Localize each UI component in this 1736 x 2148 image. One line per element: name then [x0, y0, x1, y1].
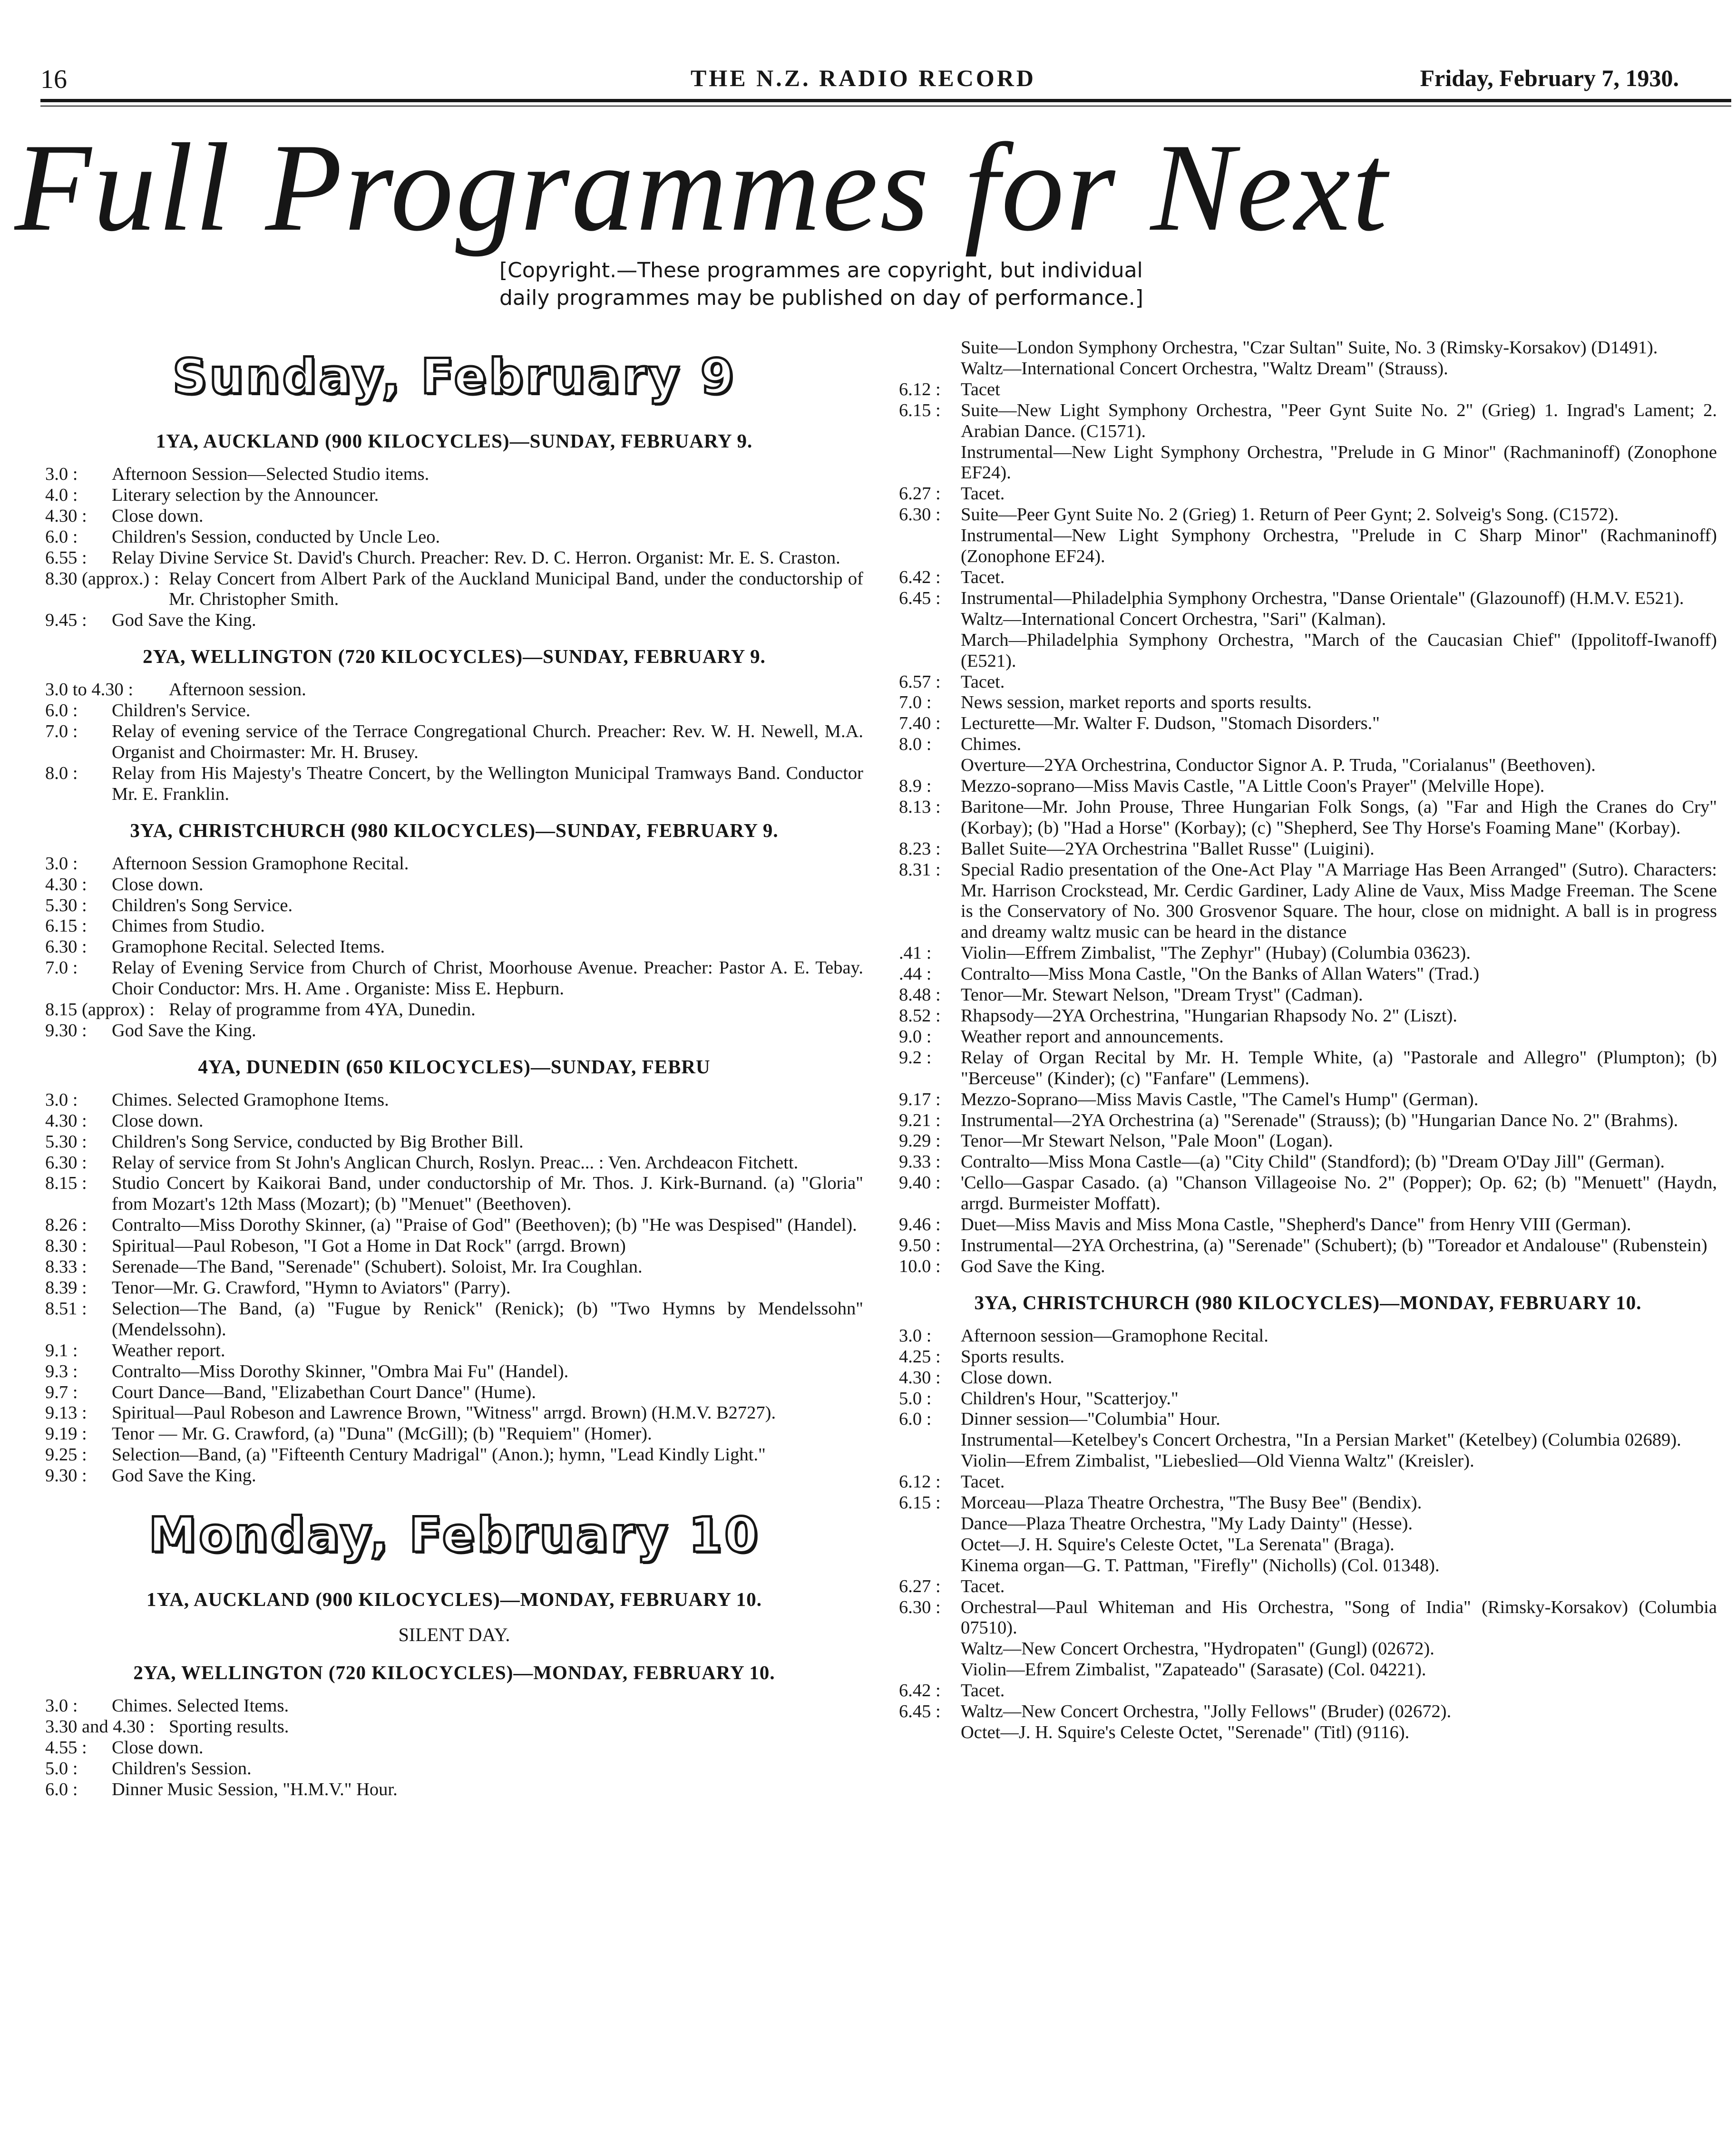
entry-description: Contralto—Miss Dorothy Skinner, "Ombra Mai Fu" (Handel).	[112, 1361, 569, 1381]
entry-description: Afternoon session.	[169, 680, 306, 700]
entry-description: Close down.	[112, 874, 204, 894]
programme-entry	[45, 1779, 863, 1800]
programme-entry	[899, 505, 1717, 525]
programme-entry	[45, 569, 863, 611]
entry-time: 8.48 :	[899, 985, 941, 1005]
entry-description: Suite—New Light Symphony Orchestra, "Peer Gynt Suite No. 2" (Grieg) 1. Ingrad's Lament; 2. Arabian Dance. (C1571).	[961, 400, 1717, 441]
programme-list	[45, 1696, 863, 1800]
entry-description: Spiritual—Paul Robeson, "I Got a Home in Dat Rock" (arrgd. Brown)	[112, 1236, 626, 1256]
programme-entry	[899, 484, 1717, 505]
programme-sub-entry: Violin—Efrem Zimbalist, "Zapateado" (Sarasate) (Col. 04221).	[961, 1660, 1426, 1680]
programme-entry	[899, 1027, 1717, 1048]
entry-description: Afternoon session—Gramophone Recital.	[961, 1325, 1268, 1346]
entry-time: 6.0 :	[899, 1409, 932, 1429]
entry-description: Lecturette—Mr. Walter F. Dudson, "Stomach Disorders."	[961, 713, 1380, 734]
programme-entry	[45, 763, 863, 805]
station-heading: 2YA, WELLINGTON (720 KILOCYCLES)—SUNDAY, FEBRUARY 9.	[143, 645, 766, 668]
entry-time: 6.12 :	[899, 1472, 941, 1492]
entry-time: 9.46 :	[899, 1215, 941, 1235]
programme-sub-entry: Waltz—International Concert Orchestra, "Sari" (Kalman).	[961, 609, 1386, 629]
entry-time: 6.57 :	[899, 671, 941, 692]
issue-date: Friday, February 7, 1930.	[1420, 65, 1679, 91]
programme-entry	[899, 400, 1717, 442]
entry-description: Baritone—Mr. John Prouse, Three Hungarian Folk Songs, (a) "Far and High the Cranes do Cry" (Korbay); (b) "Had a Horse" (Korbay); (c) "Shepherd, See Thy Horse's Foaming Mane" (Korbay).	[961, 797, 1717, 838]
programme-sub-entry: March—Philadelphia Symphony Orchestra, "March of the Caucasian Chief" (Ippolitoff-Iwanoff) (E521).	[961, 630, 1717, 671]
programme-entry	[899, 964, 1717, 985]
programme-list	[45, 464, 863, 631]
entry-time: 8.15 (approx) :	[45, 1000, 155, 1020]
entry-time: 5.0 :	[45, 1758, 78, 1779]
entry-description: Instrumental—Philadelphia Symphony Orchestra, "Danse Orientale" (Glazounoff) (H.M.V. E521).	[961, 588, 1684, 608]
page-number: 16	[40, 65, 67, 94]
entry-description: Relay Concert from Albert Park of the Auckland Municipal Band, under the conductorship of Mr. Christopher Smith.	[169, 568, 863, 610]
programme-entry	[45, 610, 863, 631]
programme-entry	[899, 1089, 1717, 1110]
programme-sub-entry: Dance—Plaza Theatre Orchestra, "My Lady Dainty" (Hesse).	[961, 1513, 1413, 1534]
programme-entry	[899, 1006, 1717, 1027]
entry-description: Tacet.	[961, 484, 1005, 504]
entry-description: Children's Session, conducted by Uncle Leo.	[112, 526, 440, 547]
entry-description: Dinner session—"Columbia" Hour.	[961, 1409, 1220, 1429]
entry-description: Special Radio presentation of the One-Act Play "A Marriage Has Been Arranged" (Sutro). Characters: Mr. Harrison Crockstead, Mr. Cerdic Gardiner, Lady Aline de Vaux, Miss Madge Freeman. The Scene is the Conservatory of No. 300 Grosvenor Square. The hour, close on midnight. A ball is in progress and dreamy waltz music can be heard in the distance	[961, 859, 1717, 943]
entry-description: Waltz—New Concert Orchestra, "Jolly Fellows" (Bruder) (02672).	[961, 1701, 1452, 1722]
entry-time: 9.2 :	[899, 1047, 932, 1068]
entry-time: 8.31 :	[899, 859, 941, 880]
entry-description: Children's Song Service, conducted by Big Brother Bill.	[112, 1131, 524, 1152]
entry-time: 9.13 :	[45, 1403, 87, 1423]
programme-sub-entry: Octet—J. H. Squire's Celeste Octet, "Serenade" (Titl) (9116).	[961, 1722, 1410, 1742]
entry-description: Morceau—Plaza Theatre Orchestra, "The Busy Bee" (Bendix).	[961, 1493, 1422, 1513]
entry-description: News session, market reports and sports results.	[961, 692, 1312, 713]
entry-time: 6.27 :	[899, 1576, 941, 1596]
day-heading-monday: Monday, February 10	[148, 1507, 760, 1564]
entry-time: 9.40 :	[899, 1173, 941, 1193]
programme-entry	[45, 1000, 863, 1021]
page-header	[40, 62, 1686, 100]
programme-entry	[45, 1341, 863, 1361]
day-heading-sunday: Sunday, February 9	[172, 349, 736, 405]
entry-description: Contralto—Miss Mona Castle, "On the Banks of Allan Waters" (Trad.)	[961, 964, 1480, 984]
entry-time: 8.23 :	[899, 838, 941, 859]
programme-entry	[45, 958, 863, 1000]
entry-time: 9.1 :	[45, 1340, 78, 1361]
programme-list	[45, 1090, 863, 1487]
programme-entry	[45, 1278, 863, 1299]
entry-time: 6.12 :	[899, 379, 941, 399]
entry-time: 9.3 :	[45, 1361, 78, 1381]
programme-entry	[899, 1235, 1717, 1256]
entry-time: 3.0 :	[45, 1089, 78, 1110]
entry-description: Violin—Effrem Zimbalist, "The Zephyr" (Hubay) (Columbia 03623).	[961, 943, 1471, 963]
entry-time: 8.39 :	[45, 1278, 87, 1298]
entry-description: Tenor—Mr. Stewart Nelson, "Dream Tryst" (Cadman).	[961, 985, 1363, 1005]
entry-time: 4.55 :	[45, 1737, 87, 1758]
programme-entry	[45, 937, 863, 958]
entry-time: 6.15 :	[45, 916, 87, 936]
entry-description: Studio Concert by Kaikorai Band, under conductorship of Mr. Thos. J. Kirk-Burnand. (a) "Gloria" from Mozart's 12th Mass (Mozart); (b) "Menuet" (Beethoven).	[112, 1173, 863, 1215]
entry-description: God Save the King.	[112, 1020, 256, 1040]
programme-entry	[899, 1347, 1717, 1368]
programme-entry	[45, 1466, 863, 1487]
station-heading: 1YA, AUCKLAND (900 KILOCYCLES)—MONDAY, FEBRUARY 10.	[146, 1588, 762, 1611]
programme-entry	[45, 916, 863, 937]
entry-description: God Save the King.	[112, 610, 256, 631]
programme-entry	[45, 1696, 863, 1717]
silent-day-note: SILENT DAY.	[398, 1624, 510, 1646]
continued-entry: Waltz—International Concert Orchestra, "Waltz Dream" (Strauss).	[961, 358, 1448, 379]
programme-entry	[899, 1493, 1717, 1514]
entry-time: 9.29 :	[899, 1131, 941, 1151]
entry-description: Tacet.	[961, 1576, 1005, 1596]
entry-description: Dinner Music Session, "H.M.V." Hour.	[112, 1779, 398, 1799]
entry-description: Chimes.	[961, 734, 1022, 755]
programme-list	[45, 854, 863, 1041]
programme-entry	[899, 1409, 1717, 1430]
entry-description: Tenor—Mr Stewart Nelson, "Pale Moon" (Logan).	[961, 1131, 1333, 1151]
programme-entry	[899, 1472, 1717, 1493]
entry-description: Children's Service.	[112, 700, 251, 721]
entry-description: Relay Divine Service St. David's Church. Preacher: Rev. D. C. Herron. Organist: Mr. E. S. Craston.	[112, 547, 840, 568]
entry-time: 3.30 and 4.30 :	[45, 1716, 155, 1737]
entry-time: 8.33 :	[45, 1257, 87, 1277]
programme-entry	[899, 1389, 1717, 1409]
entry-time: 4.0 :	[45, 485, 78, 505]
programme-entry	[899, 672, 1717, 693]
entry-time: 8.30 (approx.) :	[45, 568, 159, 589]
programme-entry	[899, 692, 1717, 713]
programme-sub-entry: Overture—2YA Orchestrina, Conductor Signor A. P. Truda, "Corialanus" (Beethoven).	[961, 755, 1596, 776]
entry-description: Orchestral—Paul Whiteman and His Orchestra, "Song of India" (Rimsky-Korsakov) (Columbia 07510).	[961, 1597, 1717, 1638]
programme-entry	[45, 1236, 863, 1257]
entry-time: 8.26 :	[45, 1215, 87, 1235]
programme-entry	[899, 1110, 1717, 1131]
entry-description: Afternoon Session Gramophone Recital.	[112, 853, 409, 874]
entry-time: 6.42 :	[899, 1681, 941, 1701]
programme-entry	[899, 1256, 1717, 1277]
programme-entry	[45, 1257, 863, 1278]
entry-time: 6.30 :	[899, 505, 941, 525]
programme-entry	[45, 721, 863, 763]
entry-time: 3.0 :	[45, 1696, 78, 1716]
programme-entry	[45, 1424, 863, 1445]
entry-time: 8.51 :	[45, 1298, 87, 1319]
entry-time: 6.0 :	[45, 1779, 78, 1799]
programme-entry	[899, 1681, 1717, 1701]
right-column	[899, 338, 1717, 1743]
station-heading: 3YA, CHRISTCHURCH (980 KILOCYCLES)—MONDAY, FEBRUARY 10.	[974, 1291, 1642, 1313]
programme-list	[45, 680, 863, 805]
entry-time: 8.0 :	[45, 763, 78, 783]
entry-time: .41 :	[899, 943, 932, 963]
entry-description: Instrumental—2YA Orchestrina (a) "Serenade" (Strauss); (b) "Hungarian Dance No. 2" (Brahms).	[961, 1110, 1678, 1130]
entry-description: Tenor—Mr. G. Crawford, "Hymn to Aviators" (Parry).	[112, 1278, 511, 1298]
copyright-notice	[499, 257, 1308, 312]
entry-time: 9.0 :	[899, 1026, 932, 1047]
entry-description: Afternoon Session—Selected Studio items.	[112, 464, 429, 484]
programme-entry	[45, 1759, 863, 1779]
entry-description: Serenade—The Band, "Serenade" (Schubert). Soloist, Mr. Ira Coughlan.	[112, 1257, 643, 1277]
entry-description: 'Cello—Gaspar Casado. (a) "Chanson Villageoise No. 2" (Popper); Op. 62; (b) "Menuett" (Haydn, arrgd. Burmeister Moffatt).	[961, 1173, 1717, 1214]
entry-description: Gramophone Recital. Selected Items.	[112, 937, 385, 957]
entry-time: 6.42 :	[899, 567, 941, 587]
entry-description: Suite—Peer Gynt Suite No. 2 (Grieg) 1. Return of Peer Gynt; 2. Solveig's Song. (C1572).	[961, 505, 1619, 525]
entry-description: God Save the King.	[112, 1466, 256, 1486]
entry-description: Relay of evening service of the Terrace Congregational Church. Preacher: Rev. W. H. Newell, M.A. Organist and Choirmaster: Mr. H. Brusey.	[112, 721, 863, 762]
station-heading: 2YA, WELLINGTON (720 KILOCYCLES)—MONDAY, FEBRUARY 10.	[133, 1662, 775, 1684]
programme-entry	[45, 464, 863, 485]
programme-entry	[899, 379, 1717, 400]
programme-entry	[45, 485, 863, 506]
entry-time: 6.45 :	[899, 1701, 941, 1722]
station-heading: 4YA, DUNEDIN (650 KILOCYCLES)—SUNDAY, FEBRU	[198, 1055, 711, 1078]
programme-entry	[45, 1382, 863, 1403]
entry-time: 3.0 :	[45, 464, 78, 484]
programme-entry	[45, 1403, 863, 1424]
entry-time: 8.0 :	[899, 734, 932, 755]
entry-description: Chimes. Selected Gramophone Items.	[112, 1089, 389, 1110]
entry-description: Sporting results.	[169, 1716, 289, 1737]
entry-time: 6.0 :	[45, 700, 78, 721]
entry-time: 9.50 :	[899, 1235, 941, 1255]
entry-description: Tacet.	[961, 567, 1005, 587]
entry-description: Instrumental—2YA Orchestrina, (a) "Serenade" (Schubert); (b) "Toreador et Andalouse" (Rubenstein)	[961, 1235, 1707, 1255]
programme-entry	[45, 1361, 863, 1382]
programme-entry	[899, 797, 1717, 839]
entry-description: Rhapsody—2YA Orchestrina, "Hungarian Rhapsody No. 2" (Liszt).	[961, 1006, 1458, 1026]
programme-entry	[899, 1131, 1717, 1152]
header-rule-thin	[40, 106, 1731, 107]
entry-time: 4.25 :	[899, 1346, 941, 1367]
entry-description: Duet—Miss Mavis and Miss Mona Castle, "Shepherd's Dance" from Henry VIII (German).	[961, 1215, 1631, 1235]
entry-description: Close down.	[112, 505, 204, 526]
programme-entry	[899, 588, 1717, 609]
programme-entry	[899, 1368, 1717, 1389]
entry-time: 7.40 :	[899, 713, 941, 734]
programme-entry	[45, 1173, 863, 1215]
programme-entry	[899, 839, 1717, 860]
entry-description: Relay of programme from 4YA, Dunedin.	[169, 1000, 476, 1020]
programme-entry	[899, 1152, 1717, 1173]
programme-entry	[45, 1021, 863, 1041]
entry-description: Relay of service from St John's Anglican Church, Roslyn. Preac... : Ven. Archdeacon Fitchett.	[112, 1152, 799, 1173]
left-column	[45, 328, 863, 1800]
entry-time: 6.45 :	[899, 588, 941, 608]
entry-description: Tacet	[961, 379, 1000, 399]
entry-description: Literary selection by the Announcer.	[112, 485, 379, 505]
entry-time: .44 :	[899, 964, 932, 984]
programme-entry	[45, 1132, 863, 1153]
entry-time: 4.30 :	[45, 505, 87, 526]
entry-time: 6.27 :	[899, 484, 941, 504]
entry-time: 6.30 :	[899, 1597, 941, 1617]
entry-time: 9.30 :	[45, 1466, 87, 1486]
entry-description: Spiritual—Paul Robeson and Lawrence Brown, "Witness" arrgd. Brown) (H.M.V. B2727).	[112, 1403, 776, 1423]
entry-description: Relay of Organ Recital by Mr. H. Temple White, (a) "Pastorale and Allegro" (Plumpton); (b) "Berceuse" (Kinder); (c) "Fanfare" (Lemmens).	[961, 1047, 1717, 1089]
entry-description: Mezzo-soprano—Miss Mavis Castle, "A Little Coon's Prayer" (Melville Hope).	[961, 776, 1545, 797]
entry-description: God Save the King.	[961, 1256, 1105, 1276]
entry-description: Selection—Band, (a) "Fifteenth Century Madrigal" (Anon.); hymn, "Lead Kindly Light."	[112, 1445, 766, 1465]
programme-entry	[899, 943, 1717, 964]
programme-entry	[45, 1717, 863, 1738]
entry-description: Weather report and announcements.	[961, 1026, 1224, 1047]
entry-time: 9.33 :	[899, 1152, 941, 1172]
entry-time: 5.30 :	[45, 895, 87, 915]
programme-sub-entry: Violin—Efrem Zimbalist, "Liebeslied—Old Vienna Waltz" (Kreisler).	[961, 1451, 1474, 1471]
entry-time: 8.30 :	[45, 1236, 87, 1256]
entry-time: 5.30 :	[45, 1131, 87, 1152]
entry-time: 9.7 :	[45, 1382, 78, 1402]
programme-entry	[899, 776, 1717, 797]
entry-description: Children's Session.	[112, 1758, 252, 1779]
entry-time: 6.30 :	[45, 1152, 87, 1173]
programme-entry	[899, 860, 1717, 943]
programme-entry	[45, 1299, 863, 1341]
programme-entry	[899, 567, 1717, 588]
programme-sub-entry: Instrumental—New Light Symphony Orchestra, "Prelude in G Minor" (Rachmaninoff) (Zonophone EF24).	[961, 442, 1717, 483]
programme-entry	[45, 548, 863, 569]
entry-time: 4.30 :	[45, 874, 87, 894]
entry-description: Children's Song Service.	[112, 895, 293, 915]
programme-entry	[45, 1445, 863, 1466]
entry-description: Court Dance—Band, "Elizabethan Court Dance" (Hume).	[112, 1382, 536, 1402]
programme-list	[899, 379, 1717, 1277]
entry-time: 6.0 :	[45, 526, 78, 547]
banner-headline: Full Programmes for Next	[14, 118, 1389, 257]
programme-entry	[45, 1153, 863, 1174]
entry-time: 3.0 :	[45, 853, 78, 874]
programme-entry	[45, 1090, 863, 1111]
entry-description: Children's Hour, "Scatterjoy."	[961, 1388, 1179, 1409]
entry-description: Tacet.	[961, 1681, 1005, 1701]
entry-description: Tacet.	[961, 1472, 1005, 1492]
programme-entry	[45, 875, 863, 895]
entry-time: 9.19 :	[45, 1424, 87, 1444]
copyright-line-2: daily programmes may be published on day of performance.]	[499, 286, 1143, 310]
header-rule	[40, 99, 1731, 102]
entry-description: Chimes. Selected Items.	[112, 1696, 289, 1716]
entry-time: 6.55 :	[45, 547, 87, 568]
programme-entry	[45, 700, 863, 721]
programme-entry	[899, 1048, 1717, 1089]
entry-time: 10.0 :	[899, 1256, 941, 1276]
entry-time: 6.30 :	[45, 937, 87, 957]
entry-time: 7.0 :	[45, 958, 78, 978]
entry-time: 9.17 :	[899, 1089, 941, 1109]
programme-entry	[899, 713, 1717, 734]
programme-entry	[45, 895, 863, 916]
programme-entry	[45, 1111, 863, 1132]
entry-time: 9.25 :	[45, 1445, 87, 1465]
programme-sub-entry: Kinema organ—G. T. Pattman, "Firefly" (Nicholls) (Col. 01348).	[961, 1555, 1440, 1575]
station-heading: 3YA, CHRISTCHURCH (980 KILOCYCLES)—SUNDAY, FEBRUARY 9.	[130, 819, 779, 841]
entry-description: Tenor — Mr. G. Crawford, (a) "Duna" (McGill); (b) "Requiem" (Homer).	[112, 1424, 652, 1444]
masthead: THE N.Z. RADIO RECORD	[691, 65, 1036, 91]
programme-entry	[45, 1215, 863, 1236]
programme-entry	[899, 1597, 1717, 1639]
entry-time: 8.9 :	[899, 776, 932, 797]
entry-description: Close down.	[112, 1737, 204, 1758]
programme-sub-entry: Waltz—New Concert Orchestra, "Hydropaten" (Gungl) (02672).	[961, 1639, 1434, 1659]
continued-entry: Suite—London Symphony Orchestra, "Czar Sultan" Suite, No. 3 (Rimsky-Korsakov) (D1491).	[961, 338, 1658, 358]
entry-time: 7.0 :	[899, 692, 932, 713]
entry-description: Contralto—Miss Mona Castle—(a) "City Child" (Standford); (b) "Dream O'Day Jill" (German).	[961, 1152, 1665, 1172]
entry-description: Close down.	[112, 1110, 204, 1131]
programme-entry	[899, 1576, 1717, 1597]
entry-time: 4.30 :	[45, 1110, 87, 1131]
programme-entry	[899, 1326, 1717, 1347]
entry-description: Relay from His Majesty's Theatre Concert, by the Wellington Municipal Tramways Band. Conductor Mr. E. Franklin.	[112, 763, 863, 804]
entry-time: 8.52 :	[899, 1006, 941, 1026]
programme-entry	[45, 854, 863, 875]
entry-description: Selection—The Band, (a) "Fugue by Renick" (Renick); (b) "Two Hymns by Mendelssohn" (Mendelssohn).	[112, 1298, 863, 1340]
programme-entry	[899, 1701, 1717, 1722]
programme-sub-entry: Octet—J. H. Squire's Celeste Octet, "La Serenata" (Braga).	[961, 1534, 1395, 1555]
entry-time: 3.0 to 4.30 :	[45, 680, 134, 700]
programme-entry	[899, 1173, 1717, 1215]
entry-description: Relay of Evening Service from Church of Christ, Moorhouse Avenue. Preacher: Pastor A. E. Tebay. Choir Conductor: Mrs. H. Ame . Organiste: Miss E. Hepburn.	[112, 958, 863, 999]
programme-entry	[45, 506, 863, 527]
programme-entry	[899, 1215, 1717, 1235]
entry-time: 8.13 :	[899, 797, 941, 817]
entry-time: 8.15 :	[45, 1173, 87, 1194]
programme-sub-entry: Instrumental—New Light Symphony Orchestra, "Prelude in C Sharp Minor" (Rachmaninoff) (Zonophone EF24).	[961, 525, 1717, 567]
entry-description: Chimes from Studio.	[112, 916, 265, 936]
entry-time: 6.15 :	[899, 1493, 941, 1513]
programme-entry	[45, 527, 863, 548]
programme-list	[899, 1326, 1717, 1743]
entry-description: Weather report.	[112, 1340, 225, 1361]
entry-time: 9.45 :	[45, 610, 87, 631]
copyright-line-1: [Copyright.—These programmes are copyright, but individual	[499, 258, 1143, 282]
programme-entry	[45, 680, 863, 700]
entry-description: Ballet Suite—2YA Orchestrina "Ballet Russe" (Luigini).	[961, 838, 1375, 859]
entry-time: 4.30 :	[899, 1367, 941, 1388]
entry-description: Tacet.	[961, 671, 1005, 692]
entry-time: 5.0 :	[899, 1388, 932, 1409]
entry-time: 6.15 :	[899, 400, 941, 420]
programme-entry	[899, 985, 1717, 1006]
station-heading: 1YA, AUCKLAND (900 KILOCYCLES)—SUNDAY, FEBRUARY 9.	[156, 430, 753, 452]
entry-description: Sports results.	[961, 1346, 1065, 1367]
entry-description: Contralto—Miss Dorothy Skinner, (a) "Praise of God" (Beethoven); (b) "He was Despised" (Handel).	[112, 1215, 857, 1235]
entry-time: 7.0 :	[45, 721, 78, 742]
entry-description: Close down.	[961, 1367, 1053, 1388]
programme-sub-entry: Instrumental—Ketelbey's Concert Orchestra, "In a Persian Market" (Ketelbey) (Columbia 02689).	[961, 1430, 1681, 1450]
programme-entry	[899, 734, 1717, 755]
entry-time: 9.30 :	[45, 1020, 87, 1040]
entry-description: Mezzo-Soprano—Miss Mavis Castle, "The Camel's Hump" (German).	[961, 1089, 1479, 1109]
programme-entry	[45, 1738, 863, 1759]
entry-time: 9.21 :	[899, 1110, 941, 1130]
entry-time: 3.0 :	[899, 1325, 932, 1346]
